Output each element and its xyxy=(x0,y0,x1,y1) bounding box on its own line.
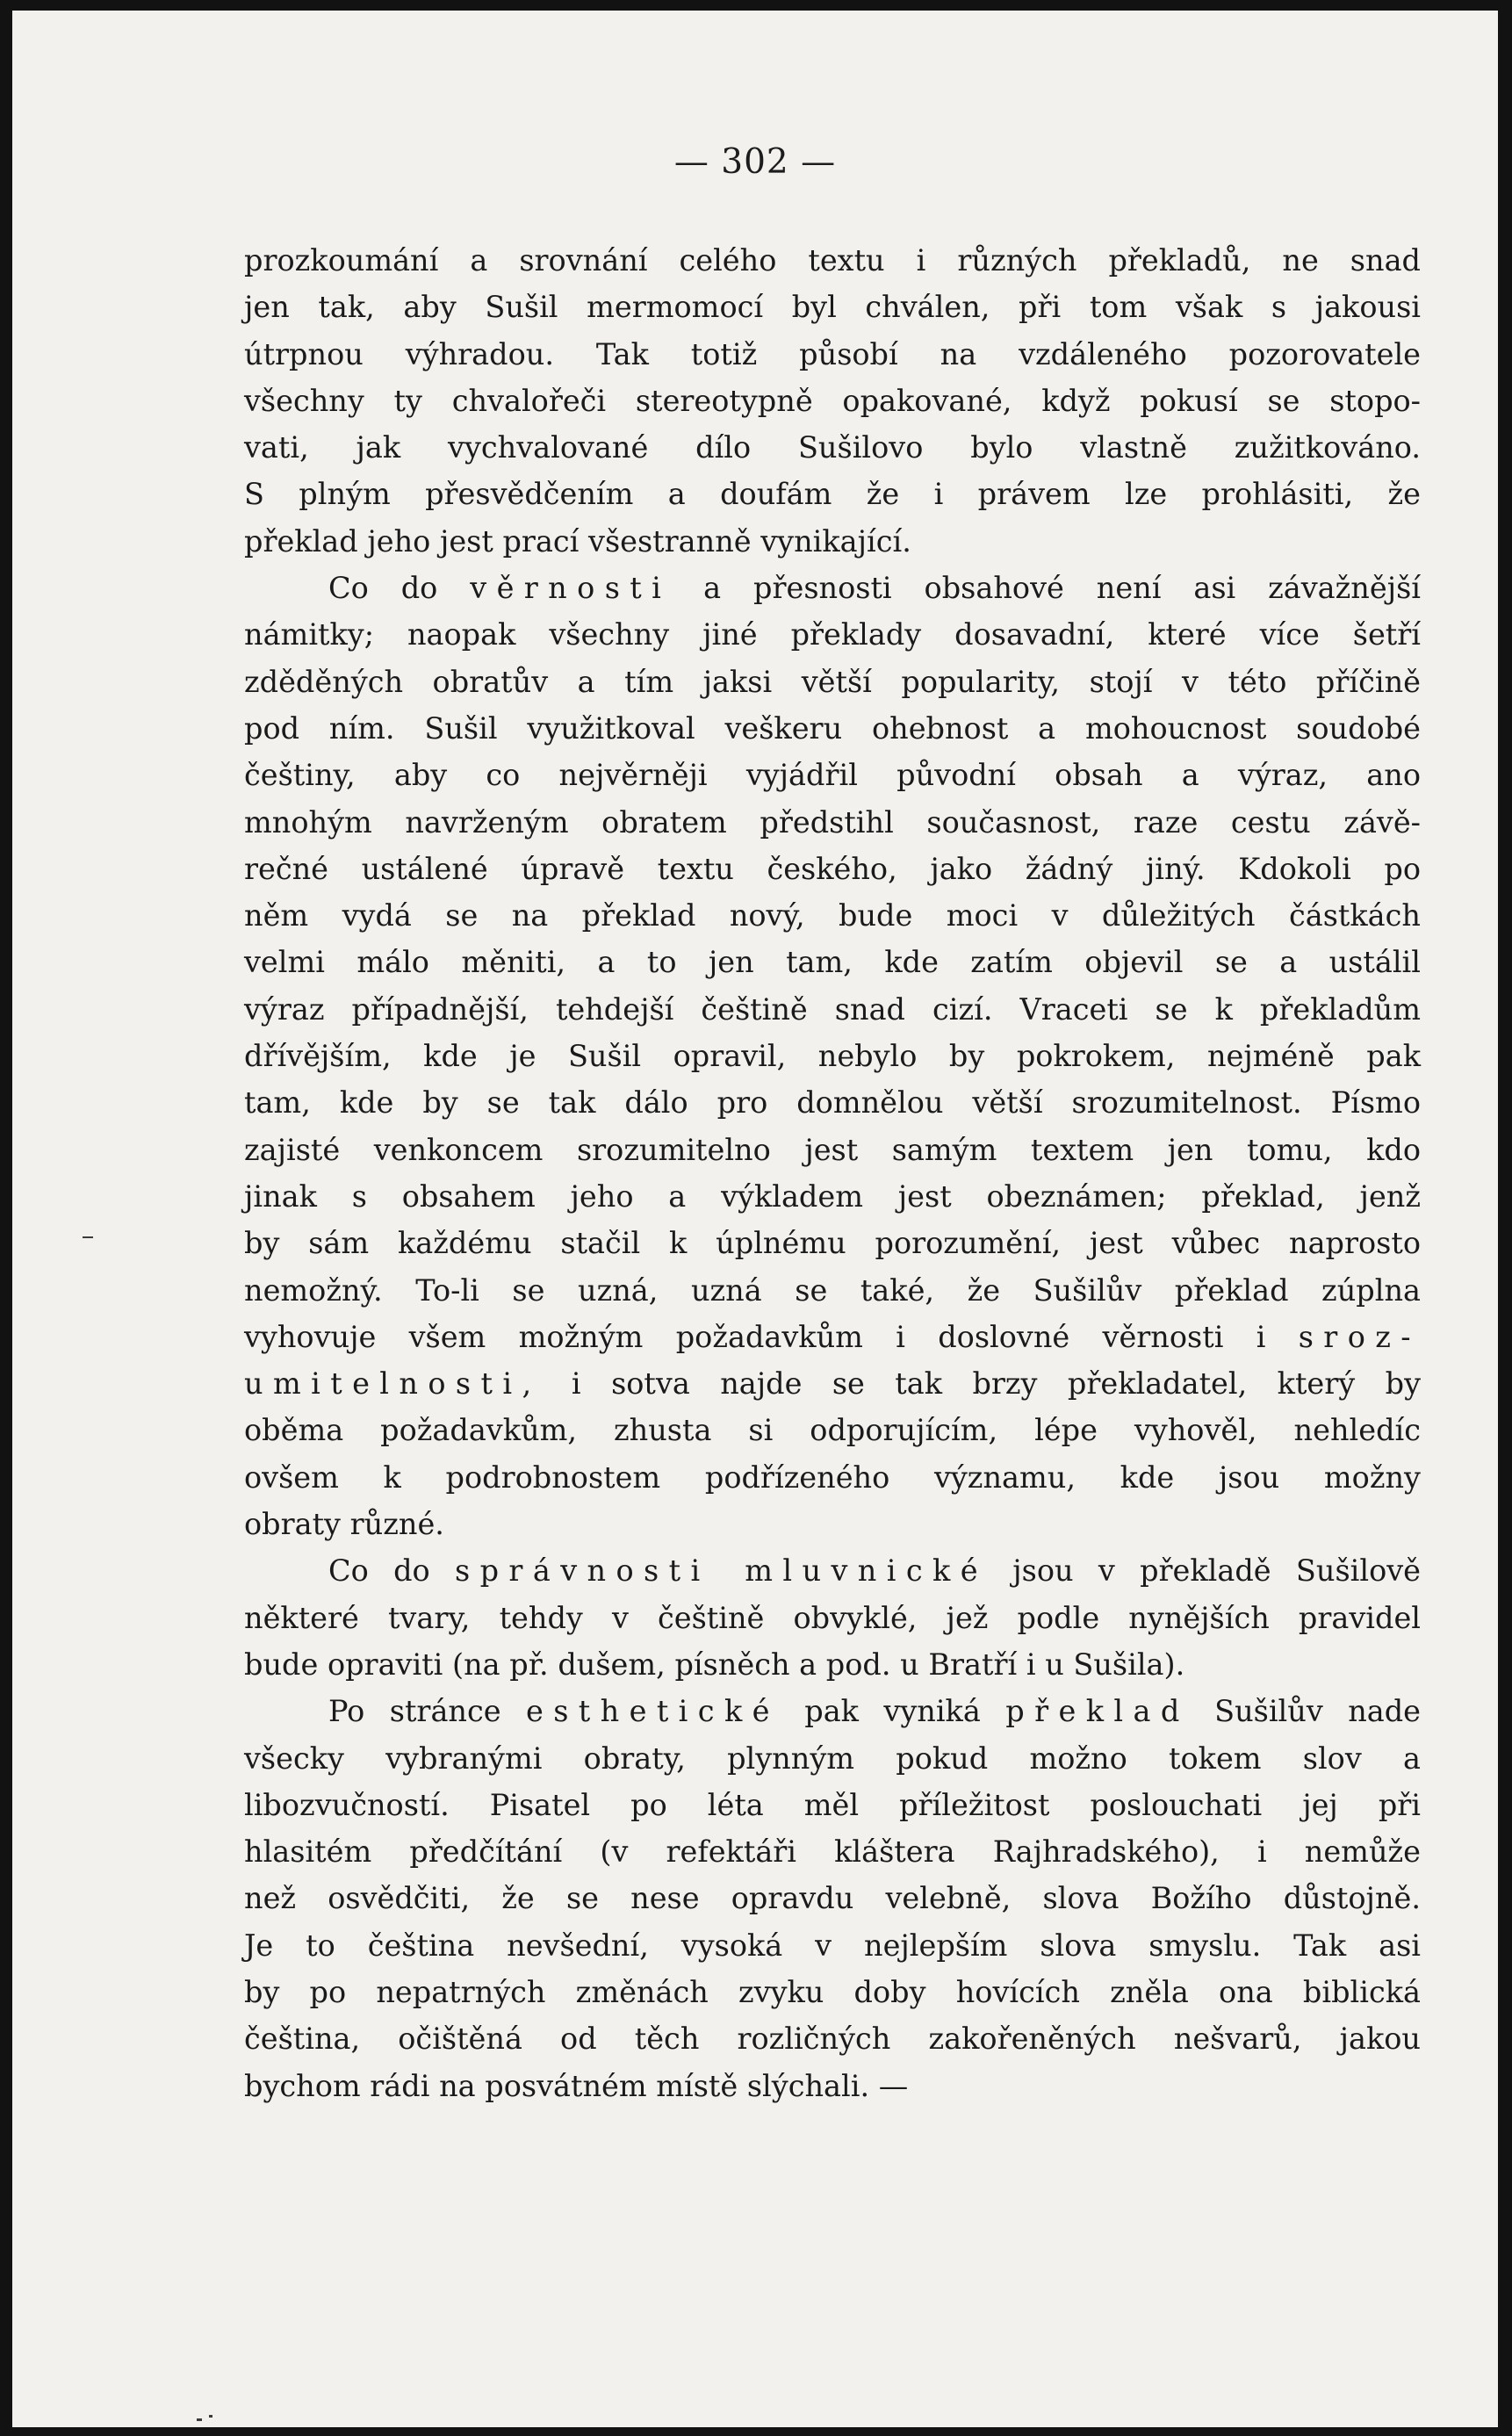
text-line xyxy=(244,1875,1421,1921)
text-line xyxy=(244,331,1421,378)
text-segment: ovšem k podrobnostem podřízeného významu, kde jsou možny xyxy=(244,1459,1421,1495)
page-number-header: — 302 — xyxy=(673,142,837,182)
text-line xyxy=(244,1547,1421,1594)
text-line xyxy=(244,565,1421,611)
text-line xyxy=(244,1782,1421,1828)
text-line xyxy=(244,1735,1421,1782)
text-line xyxy=(244,1360,1421,1407)
text-segment: vyhovuje všem možným požadavkům i doslovné věrnosti i xyxy=(244,1319,1299,1354)
text-segment: čeština, očištěná od těch rozličných zakořeněných nešvarů, jakou xyxy=(244,2022,1421,2057)
text-line xyxy=(244,986,1421,1033)
text-segment: nemožný. To-li se uzná, uzná se také, že Sušilův překlad zúplna xyxy=(244,1272,1421,1308)
text-segment: něm vydá se na překlad nový, bude moci v důležitých částkách xyxy=(244,898,1421,933)
spaced-emphasis: věrnosti xyxy=(470,571,672,606)
text-line xyxy=(244,1173,1421,1220)
text-segment: S plným přesvědčením a doufám že i právem lze prohlásiti, že xyxy=(244,477,1421,512)
text-segment: obraty různé. xyxy=(244,1507,444,1542)
text-line xyxy=(244,1033,1421,1079)
text-line xyxy=(244,2063,1421,2109)
text-segment: Co do xyxy=(328,1553,456,1589)
text-line xyxy=(244,1079,1421,1126)
text-line xyxy=(244,2015,1421,2062)
text-segment: některé tvary, tehdy v češtině obvyklé, jež podle nynějších pravidel xyxy=(244,1600,1421,1635)
text-line xyxy=(244,846,1421,892)
text-segment: by sám každému stačil k úplnému porozumění, jest vůbec naprosto xyxy=(244,1226,1421,1261)
text-line xyxy=(244,1501,1421,1547)
text-segment: i sotva najde se tak brzy překladatel, který by xyxy=(541,1366,1421,1402)
text-segment: zajisté venkoncem srozumitelno jest samým textem jen tomu, kdo xyxy=(244,1132,1421,1167)
text-line xyxy=(244,611,1421,658)
text-line xyxy=(244,705,1421,752)
text-segment: češtiny, aby co nejvěrněji vyjádřil původní obsah a výraz, ano xyxy=(244,758,1421,793)
text-line xyxy=(244,1314,1421,1360)
text-line xyxy=(244,1407,1421,1453)
text-segment: libozvučností. Pisatel po léta měl příležitost poslouchati jej při xyxy=(244,1787,1421,1822)
text-segment: Co do xyxy=(328,571,471,606)
text-line xyxy=(244,237,1421,284)
text-segment: rečné ustálené úpravě textu českého, jako žádný jiný. Kdokoli po xyxy=(244,851,1421,886)
text-segment: hlasitém předčítání (v refektáři kláštera Rajhradského), i nemůže xyxy=(244,1834,1421,1870)
scan-speck xyxy=(209,2415,212,2418)
text-line xyxy=(244,1969,1421,2015)
text-segment: dřívějším, kde je Sušil opravil, nebylo by pokrokem, nejméně pak xyxy=(244,1039,1421,1074)
text-line xyxy=(244,799,1421,846)
text-line xyxy=(244,1641,1421,1688)
text-line xyxy=(244,1127,1421,1173)
text-line xyxy=(244,1454,1421,1501)
text-line xyxy=(244,424,1421,471)
text-line xyxy=(244,284,1421,330)
body-text xyxy=(244,237,1421,2109)
text-segment: by po nepatrných změnách zvyku doby hovících zněla ona biblická xyxy=(244,1974,1421,2009)
text-segment: překlad jeho jest prací všestranně vynikající. xyxy=(244,523,911,559)
text-segment: prozkoumání a srovnání celého textu i různých překladů, ne snad xyxy=(244,243,1421,277)
text-segment: jen tak, aby Sušil mermomocí byl chválen, při tom však s jakousi xyxy=(244,290,1421,325)
spaced-emphasis: správnosti mluvnické xyxy=(455,1553,988,1589)
text-segment: velmi málo měniti, a to jen tam, kde zatím objevil se a ustálil xyxy=(244,945,1421,980)
text-segment: a přesnosti obsahové není asi závažnější xyxy=(671,571,1421,606)
text-line xyxy=(244,892,1421,939)
spaced-emphasis: překlad xyxy=(1005,1694,1190,1729)
text-line xyxy=(244,1595,1421,1641)
text-segment: zděděných obratův a tím jaksi větší popularity, stojí v této příčině xyxy=(244,664,1421,699)
text-line xyxy=(244,1688,1421,1734)
text-segment: všechny ty chvalořeči stereotypně opakované, když pokusí se stopo- xyxy=(244,383,1421,418)
text-segment: bude opraviti (na př. dušem, písněch a pod. u Bratří i u Sušila). xyxy=(244,1647,1185,1682)
text-segment: jsou v překladě Sušilově xyxy=(987,1553,1421,1589)
text-segment: Je to čeština nevšední, vysoká v nejlepším slova smyslu. Tak asi xyxy=(244,1928,1421,1963)
text-line xyxy=(244,1828,1421,1875)
text-line xyxy=(244,1220,1421,1266)
spaced-emphasis: umitelnosti, xyxy=(244,1366,542,1402)
text-segment: Po stránce xyxy=(328,1694,526,1729)
scan-speck xyxy=(83,1236,93,1238)
text-line xyxy=(244,939,1421,985)
text-line xyxy=(244,378,1421,424)
text-line xyxy=(244,518,1421,565)
text-segment: bychom rádi na posvátném místě slýchali. — xyxy=(244,2068,909,2103)
text-segment: námitky; naopak všechny jiné překlady dosavadní, které více šetří xyxy=(244,617,1421,652)
text-line xyxy=(244,752,1421,798)
text-line xyxy=(244,659,1421,705)
text-line xyxy=(244,1267,1421,1314)
text-segment: mnohým navrženým obratem předstihl současnost, raze cestu závě- xyxy=(244,804,1421,840)
text-line xyxy=(244,471,1421,517)
text-segment: vati, jak vychvalované dílo Sušilovo bylo vlastně zužitkováno. xyxy=(244,430,1421,465)
text-segment: pod ním. Sušil využitkoval veškeru ohebnost a mohoucnost soudobé xyxy=(244,710,1421,746)
spaced-emphasis: esthetické xyxy=(526,1694,780,1729)
text-segment: jinak s obsahem jeho a výkladem jest obeznámen; překlad, jenž xyxy=(244,1178,1421,1214)
text-segment: než osvědčiti, že se nese opravdu velebně, slova Božího důstojně. xyxy=(244,1881,1421,1916)
text-segment: pak vyniká xyxy=(779,1694,1006,1729)
text-segment: útrpnou výhradou. Tak totiž působí na vzdáleného pozorovatele xyxy=(244,336,1421,371)
text-segment: oběma požadavkům, zhusta si odporujícím, lépe vyhověl, nehledíc xyxy=(244,1413,1421,1448)
spaced-emphasis: sroz- xyxy=(1298,1319,1421,1354)
text-segment: Sušilův nade xyxy=(1189,1694,1422,1729)
scan-speck xyxy=(197,2418,202,2421)
text-line xyxy=(244,1922,1421,1969)
text-segment: výraz případnější, tehdejší češtině snad cizí. Vraceti se k překladům xyxy=(244,991,1421,1027)
book-page xyxy=(12,11,1498,2427)
text-segment: všecky vybranými obraty, plynným pokud možno tokem slov a xyxy=(244,1741,1421,1776)
text-segment: tam, kde by se tak dálo pro domnělou větší srozumitelnost. Písmo xyxy=(244,1085,1421,1121)
